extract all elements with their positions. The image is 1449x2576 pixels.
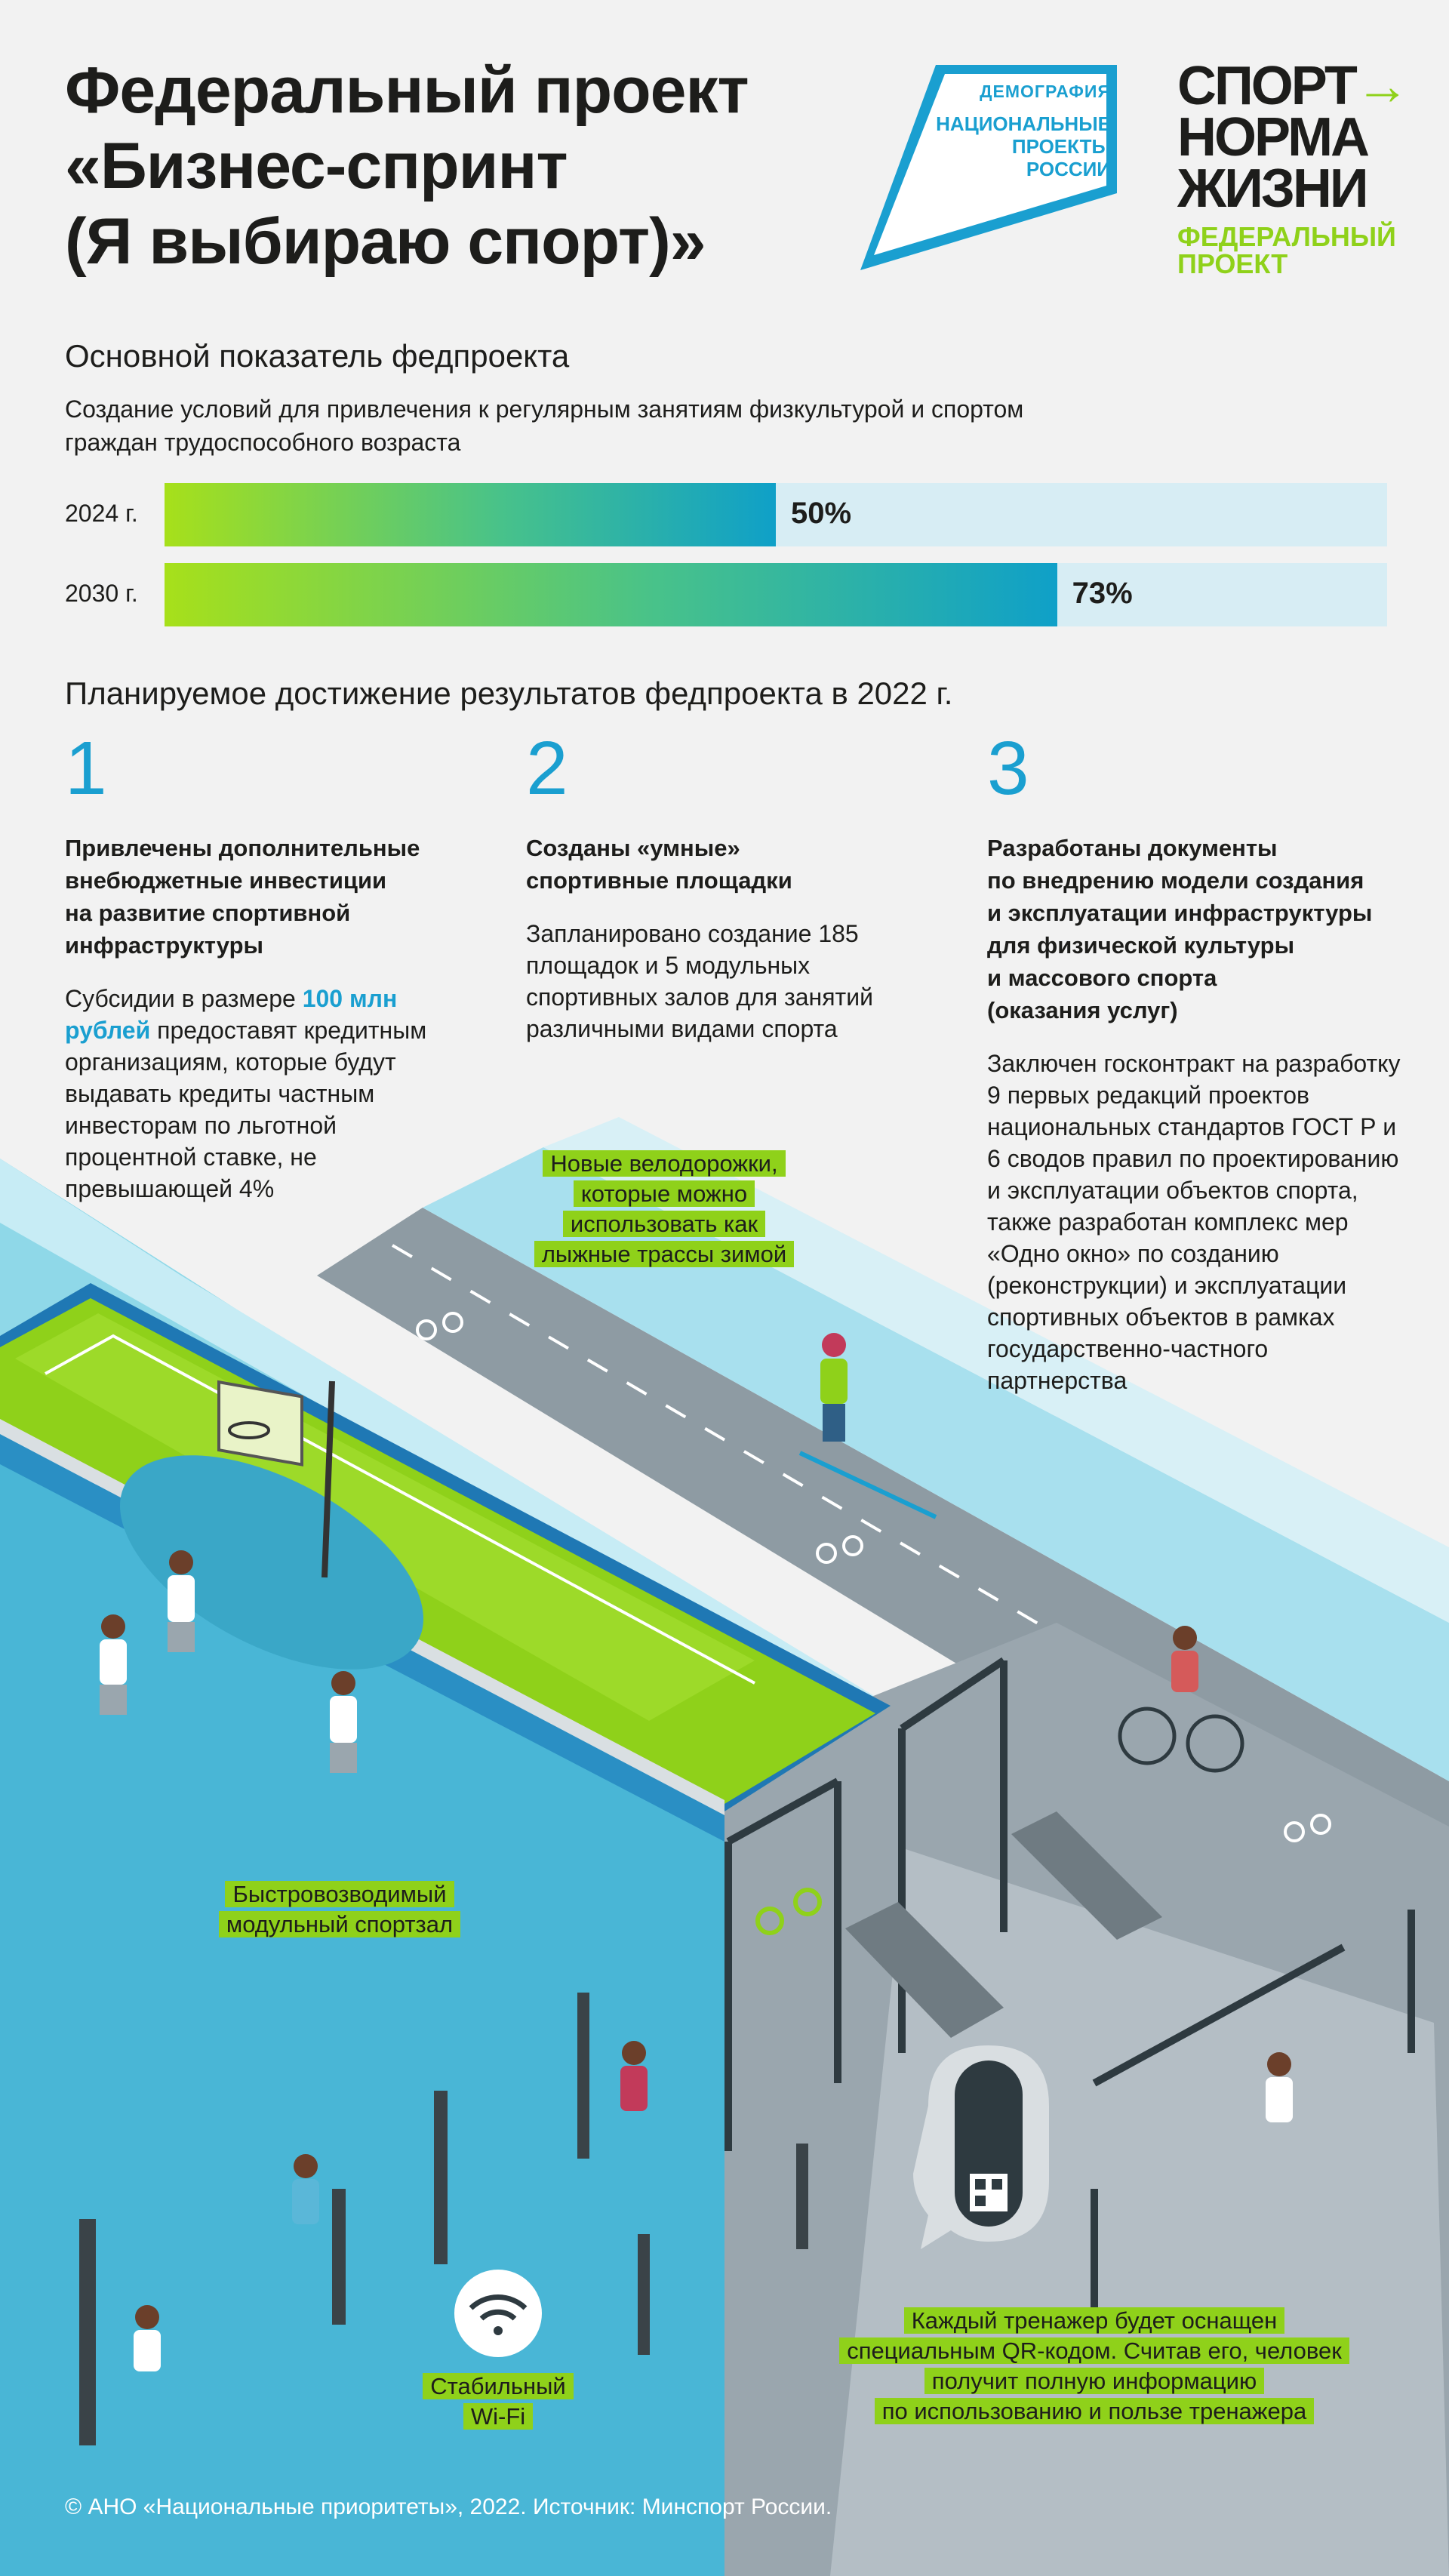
indicator-bar-2024 bbox=[65, 483, 1386, 546]
result-number: 3 bbox=[987, 726, 1029, 811]
indicator-bar-2030 bbox=[65, 563, 1386, 626]
sport-norm-life-logo: СПОРТ→ НОРМА ЖИЗНИ ФЕДЕРАЛЬНЫЙ ПРОЕКТ bbox=[1177, 56, 1407, 279]
bar-year-label: 2030 г. bbox=[65, 580, 138, 607]
demography-logo bbox=[930, 82, 1111, 180]
result-title: Разработаны документы по внедрению модели создания и эксплуатации инфраструктуры для физической культуры и массового спорта (оказания услуг) bbox=[987, 835, 1373, 1023]
result-number: 1 bbox=[65, 726, 107, 811]
page-title: Федеральный проект «Бизнес-спринт (Я выбираю спорт)» bbox=[65, 54, 749, 278]
qr-bubble-icon bbox=[913, 2045, 1049, 2249]
result-text: Запланировано создание 185 площадок и 5 модульных спортивных залов для занятий различными видами спорта bbox=[526, 920, 873, 1042]
arrow-right-icon: → bbox=[1355, 56, 1407, 116]
bar-track bbox=[165, 483, 1387, 546]
callout-qr: Каждый тренажер будет оснащен специальным QR-кодом. Считав его, человек получит полную информацию по использованию и пользе тренажера bbox=[800, 2306, 1389, 2427]
result-text: Субсидии в размере 100 млн рублей предоставят кредитным организациям, которые будут выдавать кредиты частным инвесторам по льготной процентной ставке, не превышающей 4% bbox=[65, 985, 427, 1202]
wifi-icon bbox=[454, 2270, 542, 2357]
demography-label: ДЕМОГРАФИЯ bbox=[980, 82, 1111, 101]
result-title: Созданы «умные» спортивные площадки bbox=[526, 835, 792, 894]
indicator-heading: Основной показатель федпроекта bbox=[65, 338, 570, 374]
bar-value: 50% bbox=[791, 497, 852, 530]
highlight-amount: 100 млн рублей bbox=[65, 985, 398, 1044]
result-item-2 bbox=[526, 726, 918, 1045]
footer-source: © АНО «Национальные приоритеты», 2022. Источник: Минспорт России. bbox=[65, 2494, 832, 2519]
bar-fill bbox=[165, 563, 1057, 626]
result-item-1 bbox=[65, 726, 488, 1205]
result-item-3 bbox=[987, 726, 1425, 1396]
national-projects-label: НАЦИОНАЛЬНЫЕ ПРОЕКТЫ РОССИИ bbox=[936, 112, 1111, 180]
indicator-description: Создание условий для привлечения к регулярным занятиям физкультурой и спортом граждан трудоспособного возраста bbox=[65, 395, 1024, 456]
result-text: Заключен госконтракт на разработку 9 первых редакций проектов национальных стандартов ГОСТ Р и 6 сводов правил по проектированию и эксплуатации объектов спорта, также разработан комплекс мер «Одно окно» по созданию (реконструкции) и эксплуатации спортивных объектов в рамках государственно-частного партнерства bbox=[987, 1050, 1401, 1394]
result-number: 2 bbox=[526, 726, 568, 811]
callout-bike-lanes: Новые велодорожки, которые можно использовать как лыжные трассы зимой bbox=[498, 1149, 830, 1270]
bar-year-label: 2024 г. bbox=[65, 500, 138, 527]
result-title: Привлечены дополнительные внебюджетные инвестиции на развитие спортивной инфраструктуры bbox=[65, 835, 420, 959]
results-heading: Планируемое достижение результатов федпроекта в 2022 г. bbox=[65, 676, 953, 711]
callout-wifi: Стабильный Wi-Fi bbox=[408, 2371, 589, 2432]
bar-fill bbox=[165, 483, 776, 546]
bar-track bbox=[165, 563, 1387, 626]
callout-modular-gym: Быстровозводимый модульный спортзал bbox=[181, 1879, 498, 1940]
bar-value: 73% bbox=[1072, 577, 1133, 610]
